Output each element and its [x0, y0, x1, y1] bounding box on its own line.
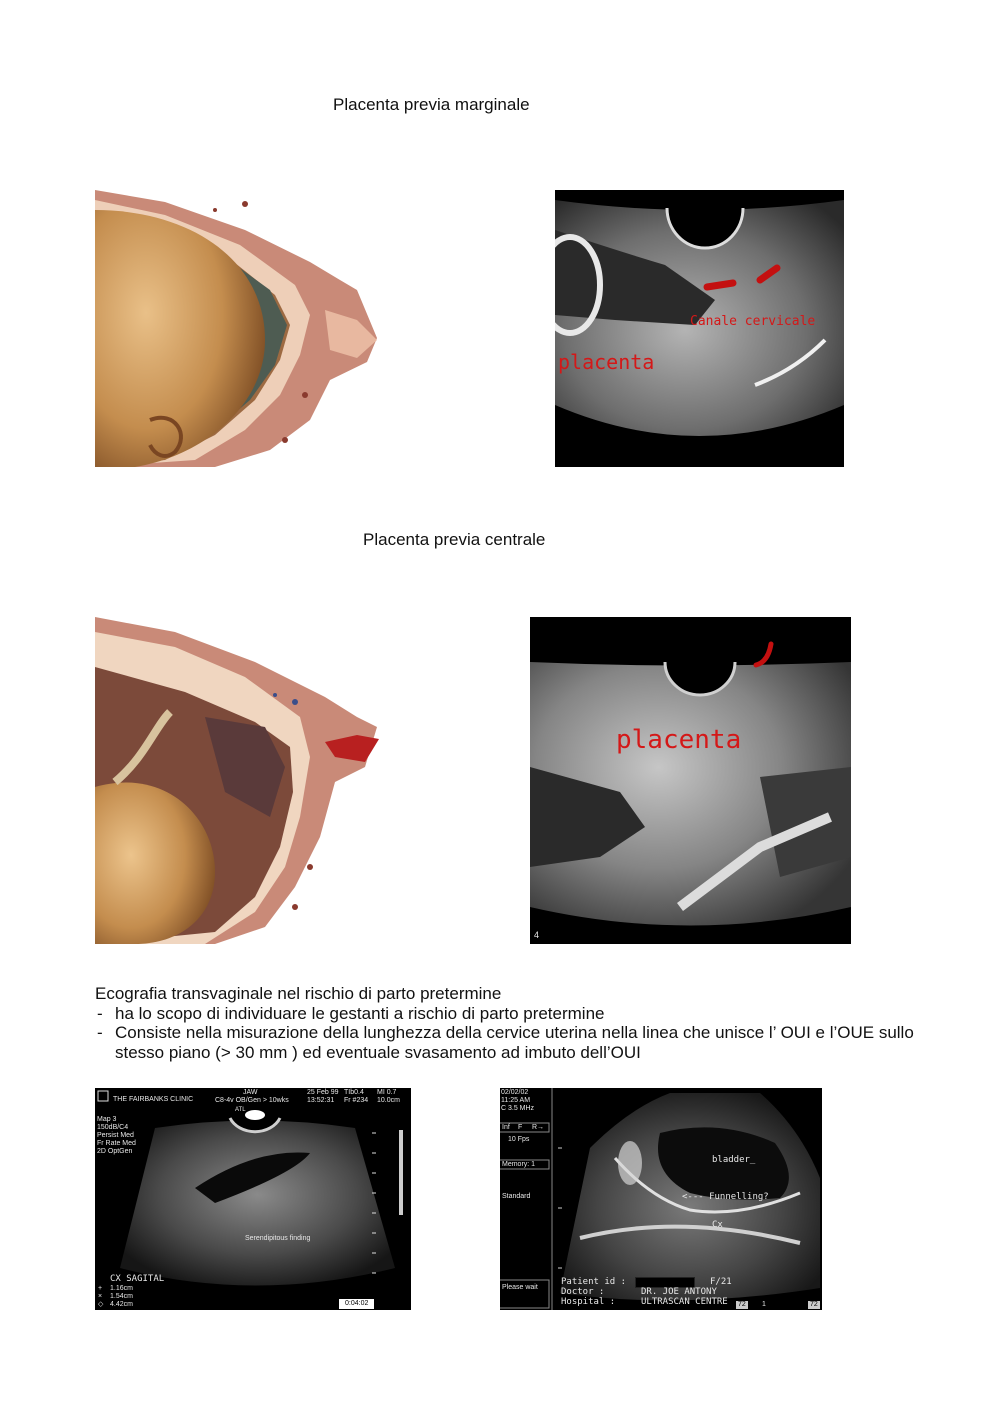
us3-setting: 150dB/C4 — [97, 1124, 129, 1131]
section-title-marginale: Placenta previa marginale — [333, 95, 530, 114]
us4-button-f: F — [518, 1124, 523, 1131]
us3-measurement: 4.42cm — [110, 1301, 133, 1308]
us3-measure-marker: + — [98, 1285, 103, 1292]
bullet-text-1: ha lo scopo di individuare le gestanti a rischio di parto pretermine — [115, 1003, 605, 1023]
list-item — [95, 1004, 955, 1024]
us3-setting: Persist Med — [97, 1132, 134, 1139]
ultrasound-cervix-sagittal — [95, 1088, 411, 1310]
us4-memory: Memory: 1 — [502, 1161, 536, 1168]
us1-canal-label: Canale cervicale — [690, 314, 816, 329]
anatomy-illustration-marginale — [95, 190, 383, 467]
us3-depth: 10.0cm — [377, 1097, 400, 1104]
section-title-centrale: Placenta previa centrale — [363, 530, 546, 549]
us4-scale-right: 72 — [810, 1301, 818, 1308]
us4-bladder-label: bladder_ — [712, 1155, 756, 1165]
us4-button-inf: Inf — [502, 1124, 510, 1131]
text-block-heading: Ecografia transvaginale nel rischio di parto pretermine — [95, 984, 502, 1003]
us4-hospital-label: Hospital : — [561, 1297, 616, 1307]
us3-tib: TIb0.4 — [344, 1089, 364, 1096]
us3-measure-marker: ◇ — [98, 1301, 104, 1308]
ultrasound-centrale — [530, 617, 851, 944]
us3-mi: MI 0.7 — [377, 1089, 397, 1096]
us4-patient-id-value: F/21 — [710, 1277, 732, 1287]
us3-brand: ATL — [235, 1107, 246, 1113]
us4-preset: Standard — [502, 1193, 531, 1200]
bullet-marker: - — [97, 1003, 103, 1023]
us3-measurement: 1.16cm — [110, 1285, 133, 1292]
us4-doctor-value: DR. JOE ANTONY — [641, 1287, 717, 1297]
bullet-text-2: Consiste nella misurazione della lunghezza della cervice uterina nella linea che unisce l’ OUI e l’OUE sullo stesso piano (> 30 mm ) ed eventuale svasamento ad imbuto dell’OUI — [115, 1023, 914, 1062]
list-item — [95, 1023, 955, 1062]
us4-date: 02/02/02 — [501, 1089, 529, 1096]
ultrasound-marginale — [555, 190, 844, 467]
us4-scale-left: 72 — [738, 1301, 746, 1308]
text-block — [95, 984, 955, 1062]
us3-clinic: THE FAIRBANKS CLINIC — [113, 1096, 194, 1103]
us4-funnel-label: <--- Funnelling? — [682, 1192, 769, 1202]
us3-view-label: CX SAGITAL — [110, 1274, 165, 1284]
ultrasound-funnelling — [500, 1088, 822, 1310]
us4-button-r: R→ — [532, 1124, 545, 1131]
us4-please-wait: Please wait — [502, 1284, 538, 1291]
us4-doctor-label: Doctor : — [561, 1287, 605, 1297]
us4-freq: C 3.5 MHz — [501, 1105, 535, 1112]
us4-fps: 10 Fps — [508, 1136, 530, 1143]
us3-measure-marker: × — [98, 1293, 103, 1300]
us4-patient-id-label: Patient id : — [561, 1277, 627, 1287]
us1-placenta-label: placenta — [558, 350, 655, 374]
us3-probe: C8-4v OB/Gen > 10wks — [215, 1097, 289, 1104]
us3-frame: Fr #234 — [344, 1097, 369, 1104]
us4-cx-label: Cx — [712, 1220, 723, 1230]
bullet-marker: - — [97, 1023, 103, 1042]
us2-placenta-label: placenta — [616, 725, 742, 755]
us2-frame-number: 4 — [534, 930, 540, 940]
us4-scale-mid: 1 — [762, 1301, 766, 1308]
us4-hospital-value: ULTRASCAN CENTRE — [641, 1297, 728, 1307]
us4-time: 11:25 AM — [501, 1097, 531, 1104]
us3-patient: JAW — [243, 1089, 258, 1096]
us3-annotation: Serendipitous finding — [245, 1235, 311, 1242]
us3-timer: 0:04:02 — [339, 1299, 374, 1309]
us3-setting: Fr Rate Med — [97, 1140, 136, 1147]
us3-date: 25 Feb 99 — [307, 1089, 339, 1096]
anatomy-illustration-centrale — [95, 617, 380, 944]
us3-measurement: 1.54cm — [110, 1293, 133, 1300]
us3-setting: 2D OptGen — [97, 1148, 133, 1155]
us3-time: 13:52:31 — [307, 1097, 335, 1104]
us3-setting: Map 3 — [97, 1116, 117, 1123]
